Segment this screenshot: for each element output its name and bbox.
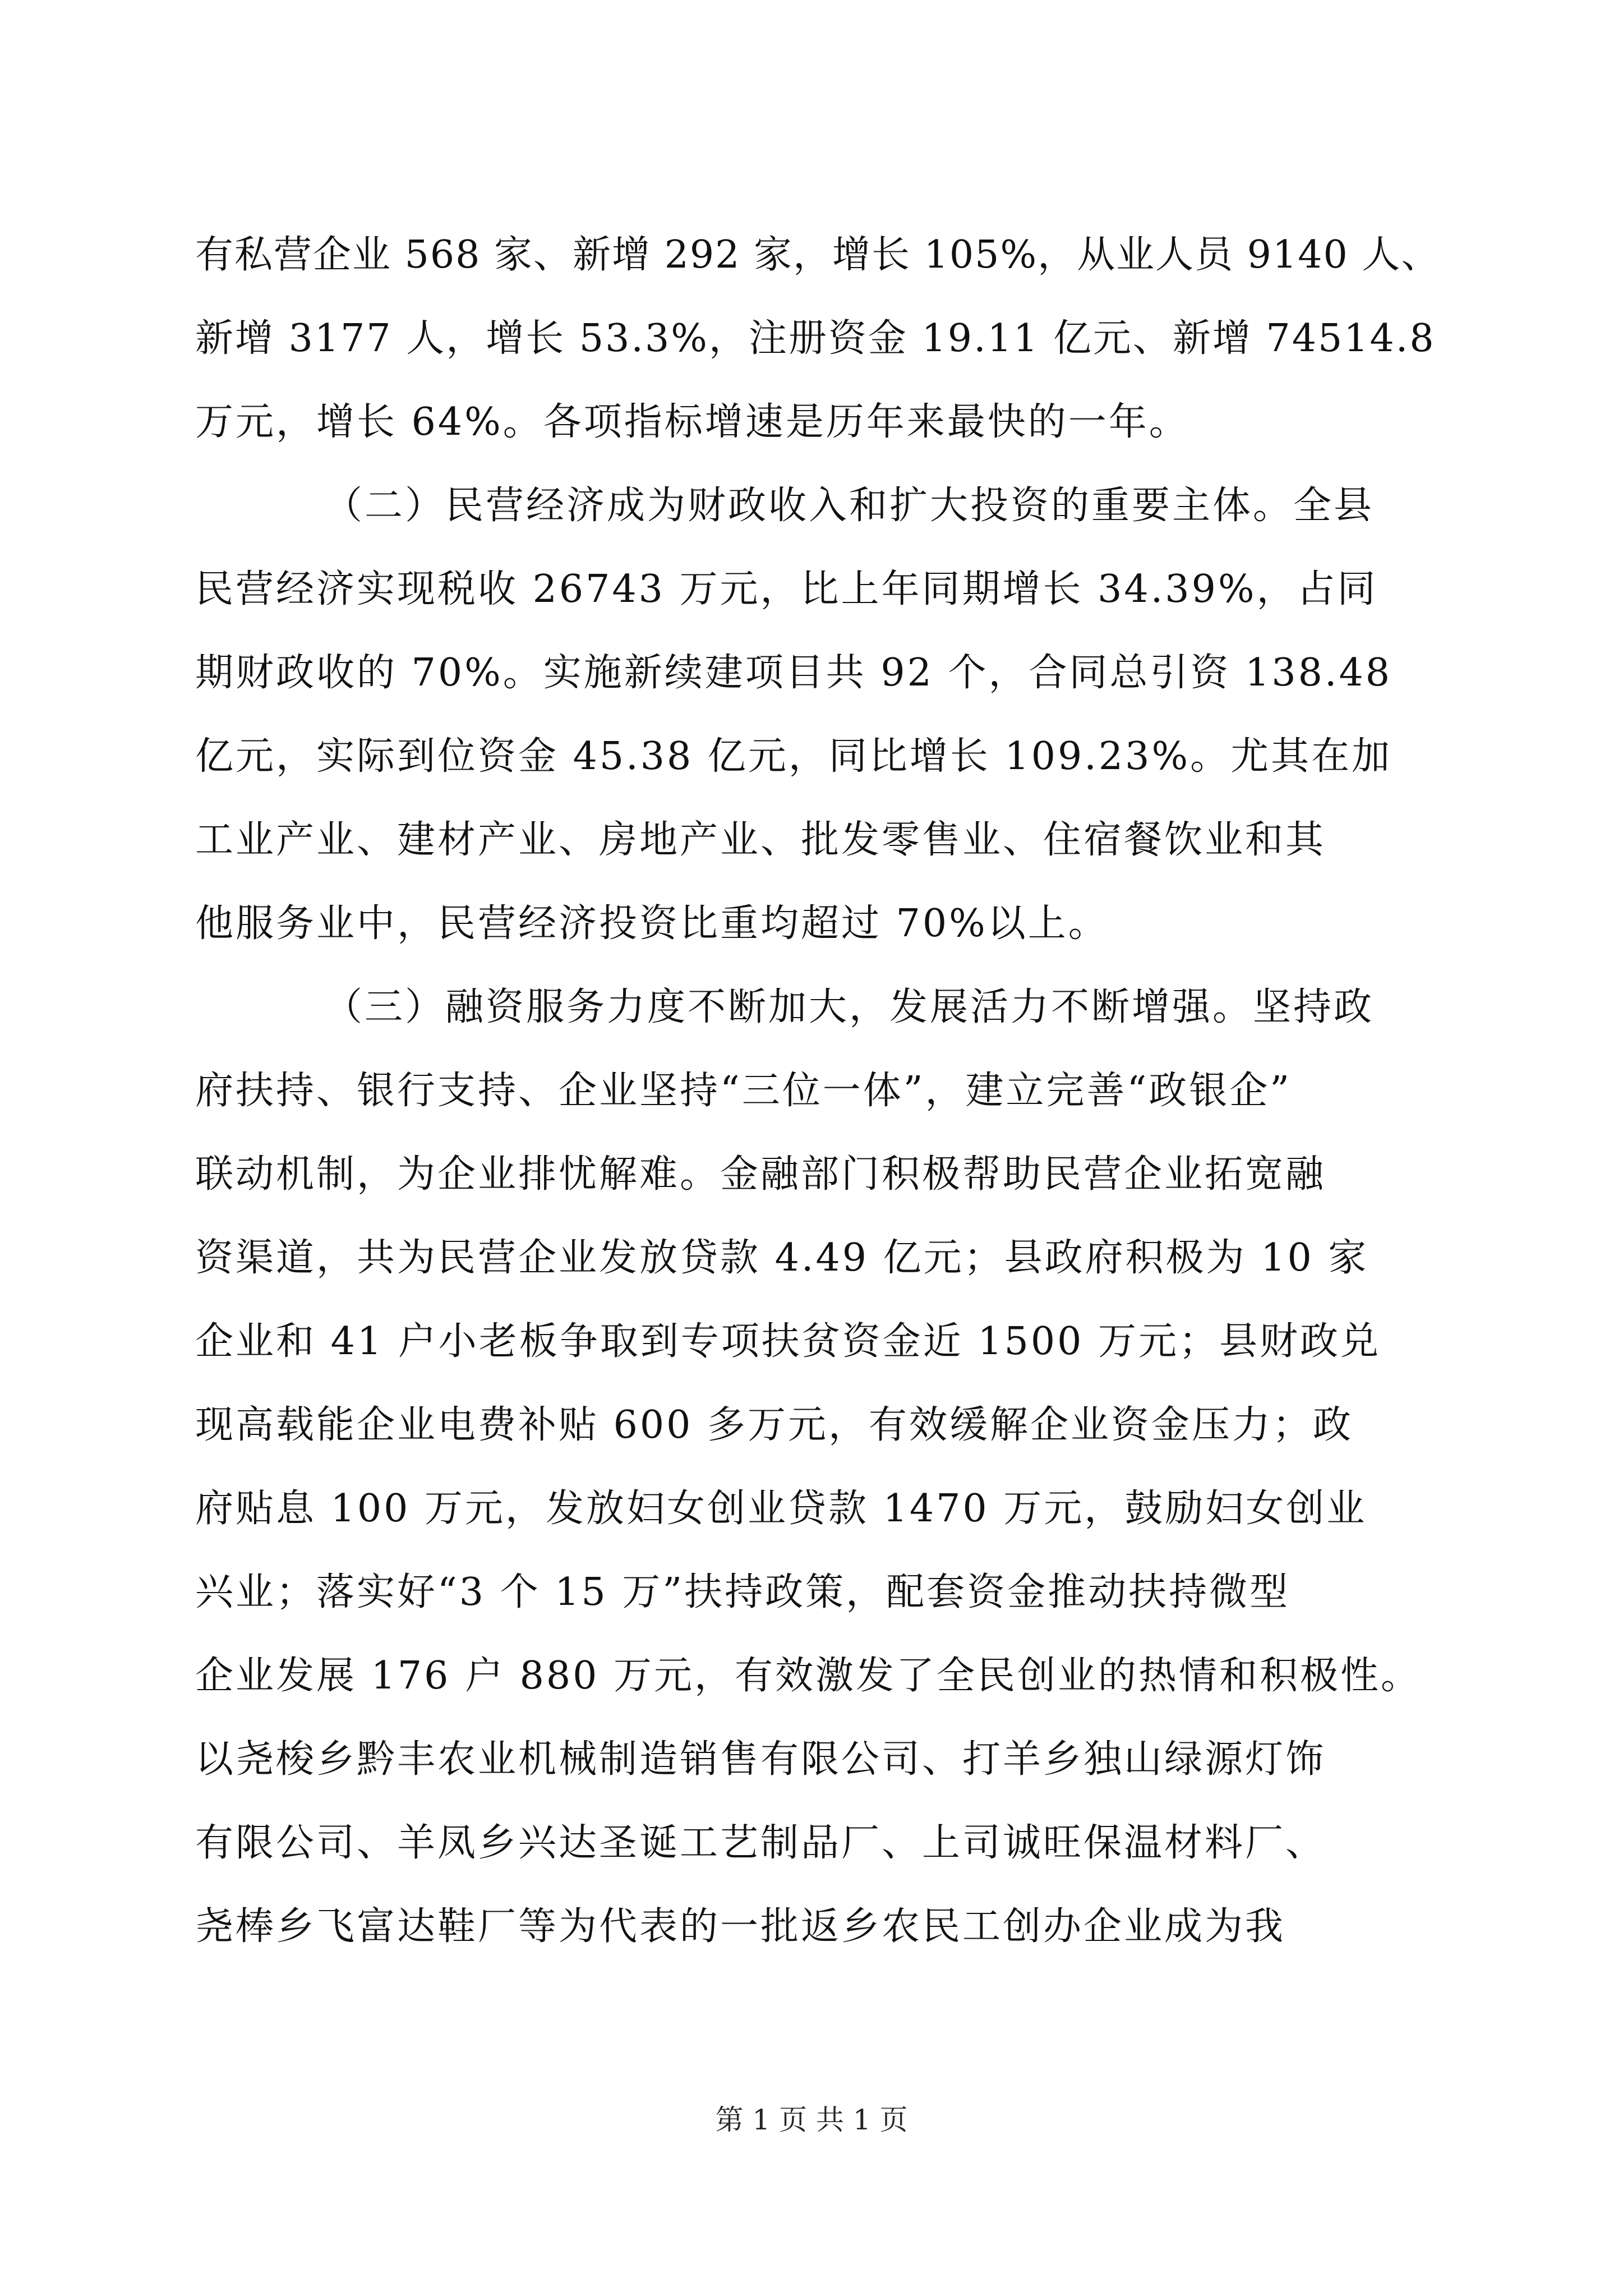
text-line: 现高载能企业电费补贴 600 多万元，有效缓解企业资金压力；政: [195, 1403, 1354, 1447]
text-line: 联动机制，为企业排忧解难。金融部门积极帮助民营企业拓宽融: [195, 1152, 1326, 1197]
text-line: 期财政收的 70%。实施新续建项目共 92 个，合同总引资 138.48: [195, 651, 1393, 695]
text-line: （二）民营经济成为财政收入和扩大投资的重要主体。全县: [324, 484, 1375, 528]
text-line: （三）融资服务力度不断加大，发展活力不断增强。坚持政: [324, 985, 1375, 1029]
text-line: 有私营企业 568 家、新增 292 家，增长 105%，从业人员 9140 人、: [195, 233, 1441, 277]
document-body: [195, 213, 1450, 1968]
text-line: 工业产业、建材产业、房地产业、批发零售业、住宿餐饮业和其: [195, 818, 1326, 862]
text-line: 资渠道，共为民营企业发放贷款 4.49 亿元；县政府积极为 10 家: [195, 1236, 1369, 1280]
text-line: 府贴息 100 万元，发放妇女创业贷款 1470 万元，鼓励妇女创业: [195, 1487, 1367, 1531]
text-line: 企业发展 176 户 880 万元，有效激发了全民创业的热情和积极性。: [195, 1654, 1422, 1698]
text-line: 亿元，实际到位资金 45.38 亿元，同比增长 109.23%。尤其在加: [195, 734, 1393, 779]
text-line: 新增 3177 人，增长 53.3%，注册资金 19.11 亿元、新增 74514.8: [195, 316, 1436, 361]
text-line: 企业和 41 户小老板争取到专项扶贫资金近 1500 万元；县财政兑: [195, 1319, 1381, 1364]
text-line: 他服务业中，民营经济投资比重均超过 70%以上。: [195, 901, 1109, 946]
text-line: 民营经济实现税收 26743 万元，比上年同期增长 34.39%，占同: [195, 567, 1378, 611]
text-line: 万元，增长 64%。各项指标增速是历年来最快的一年。: [195, 400, 1189, 444]
text-line: 尧棒乡飞富达鞋厂等为代表的一批返乡农民工创办企业成为我: [195, 1904, 1286, 1949]
page-footer: 第 1 页 共 1 页: [715, 2104, 908, 2136]
text-line: 以尧梭乡黔丰农业机械制造销售有限公司、打羊乡独山绿源灯饰: [195, 1737, 1326, 1782]
text-line: 兴业；落实好“3 个 15 万”扶持政策，配套资金推动扶持微型: [195, 1570, 1290, 1614]
text-line: 有限公司、羊凤乡兴达圣诞工艺制品厂、上司诚旺保温材料厂、: [195, 1821, 1326, 1865]
text-line: 府扶持、银行支持、企业坚持“三位一体”，建立完善“政银企”: [195, 1069, 1292, 1113]
